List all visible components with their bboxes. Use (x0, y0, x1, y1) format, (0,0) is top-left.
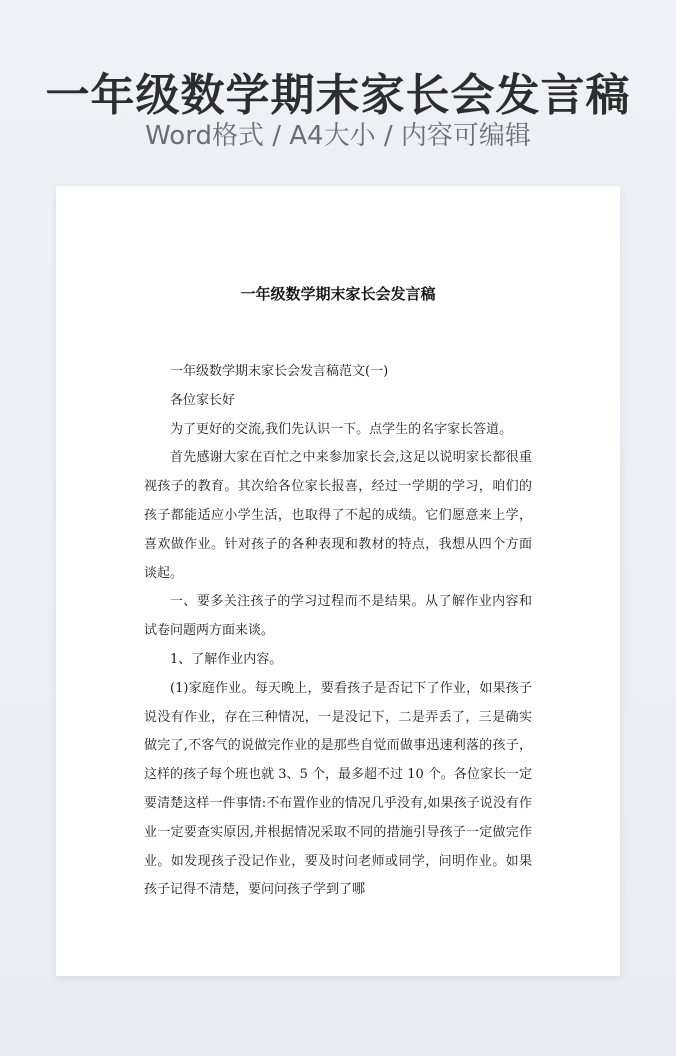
paragraph-heading: 一年级数学期末家长会发言稿范文(一) (170, 364, 389, 379)
document-title: 一年级数学期末家长会发言稿 (240, 285, 436, 303)
paragraph-section-one: 一、要多关注孩子的学习过程而不是结果。从了解作业内容和试卷问题两方面来谈。 (144, 594, 532, 639)
banner-title: 一年级数学期末家长会发言稿 (45, 70, 631, 121)
document-body (144, 358, 532, 905)
paragraph-thanks: 首先感谢大家在百忙之中来参加家长会,这足以说明家长都很重视孩子的教育。其次给各位家长报喜，经过一学期的学习，咱们的孩子都能适应小学生活，也取得了不起的成绩。它们愿意来上学，喜欢做作业。针对孩子的各种表现和教材的特点，我想从四个方面谈起。 (144, 450, 532, 581)
document-page (56, 186, 620, 976)
paragraph-greeting: 各位家长好 (170, 392, 236, 408)
banner-subtitle: Word格式 / A4大小 / 内容可编辑 (145, 121, 531, 151)
paragraph-homework: (1)家庭作业。每天晚上，要看孩子是否记下了作业，如果孩子说没有作业，存在三种情况，一是没记下，二是弄丢了，三是确实做完了,不客气的说做完作业的是那些自觉而做事迅速利落的孩子，这样的孩子每个班也就 3、5 个，最多超不过 10 个。各位家长一定要清楚这样一件事情:不布置作业的情况几乎没有,如果孩子说没有作业一定要查实原因,并根据情况采取不同的措施引导孩子一定做完作业。如发现孩子没记作业，要及时问老师或同学，问明作业。如果孩子记得不清楚，要问问孩子学到了哪 (144, 680, 532, 898)
paragraph-intro: 为了更好的交流,我们先认识一下。点学生的名字家长答道。 (170, 421, 513, 437)
paragraph-subsection-one: 1、了解作业内容。 (170, 651, 283, 667)
